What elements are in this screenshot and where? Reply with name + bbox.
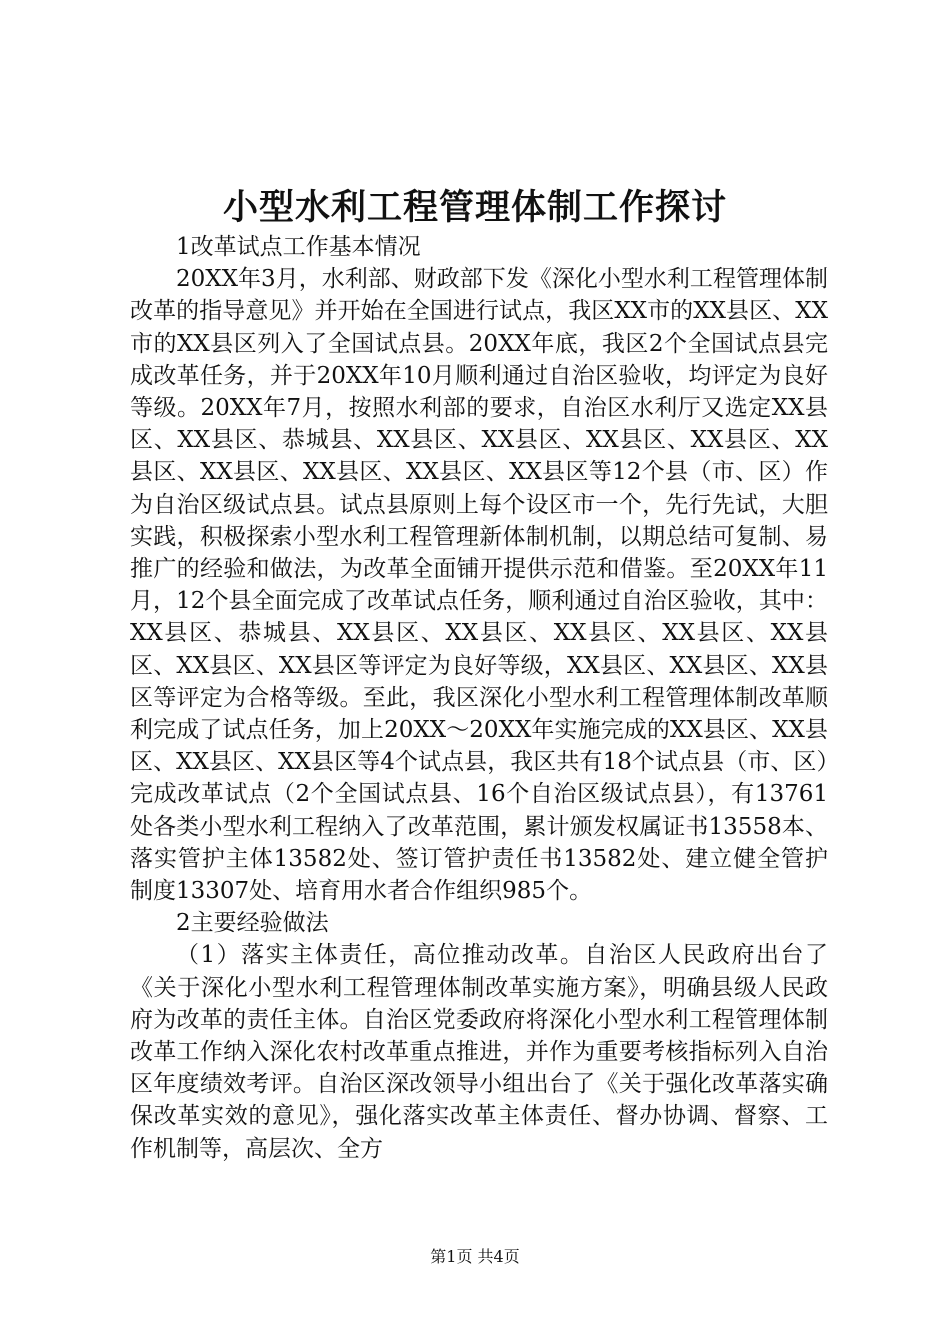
section-1-heading: 1改革试点工作基本情况 xyxy=(176,234,421,260)
page-footer: 第1页 共4页 xyxy=(430,1247,520,1266)
document-title: 小型水利工程管理体制工作探讨 xyxy=(222,187,727,228)
section-2-paragraph: （1）落实主体责任，高位推动改革。自治区人民政府出台了《关于深化小型水利工程管理体制改革实施方案》，明确县级人民政府为改革的责任主体。自治区党委政府将深化小型水利工程管理体制改革工作纳入深化农村改革重点推进，并作为重要考核指标列入自治区年度绩效考评。自治区深改领导小组出台了《关于强化改革落实确保改革实效的意见》，强化落实改革主体责任、督办协调、督察、工作机制等，高层次、全方 xyxy=(130,942,828,1162)
section-1-paragraph: 20XX年3月，水利部、财政部下发《深化小型水利工程管理体制改革的指导意见》并开始在全国进行试点，我区XX市的XX县区、XX市的XX县区列入了全国试点县。20XX年底，我区2个全国试点县完成改革任务，并于20XX年10月顺利通过自治区验收，均评定为良好等级。20XX年7月，按照水利部的要求，自治区水利厅又选定XX县区、XX县区、恭城县、XX县区、XX县区、XX县区、XX县区、XX县区、XX县区、XX县区、XX县区、XX县区等12个县（市、区）作为自治区级试点县。试点县原则上每个设区市一个，先行先试，大胆实践，积极探索小型水利工程管理新体制机制，以期总结可复制、易推广的经验和做法，为改革全面铺开提供示范和借鉴。至20XX年11月，12个县全面完成了改革试点任务，顺利通过自治区验收，其中：XX县区、恭城县、XX县区、XX县区、XX县区、XX县区、XX县区、XX县区、XX县区等评定为良好等级，XX县区、XX县区、XX县区等评定为合格等级。至此，我区深化小型水利工程管理体制改革顺利完成了试点任务，加上20XX～20XX年实施完成的XX县区、XX县区、XX县区、XX县区等4个试点县，我区共有18个试点县（市、区）完成改革试点（2个全国试点县、16个自治区级试点县），有13761处各类小型水利工程纳入了改革范围，累计颁发权属证书13558本、落实管护主体13582处、签订管护责任书13582处、建立健全管护制度13307处、培育用水者合作组织985个。 xyxy=(130,266,828,905)
section-2-heading: 2主要经验做法 xyxy=(176,910,329,937)
document-body xyxy=(130,231,828,1165)
